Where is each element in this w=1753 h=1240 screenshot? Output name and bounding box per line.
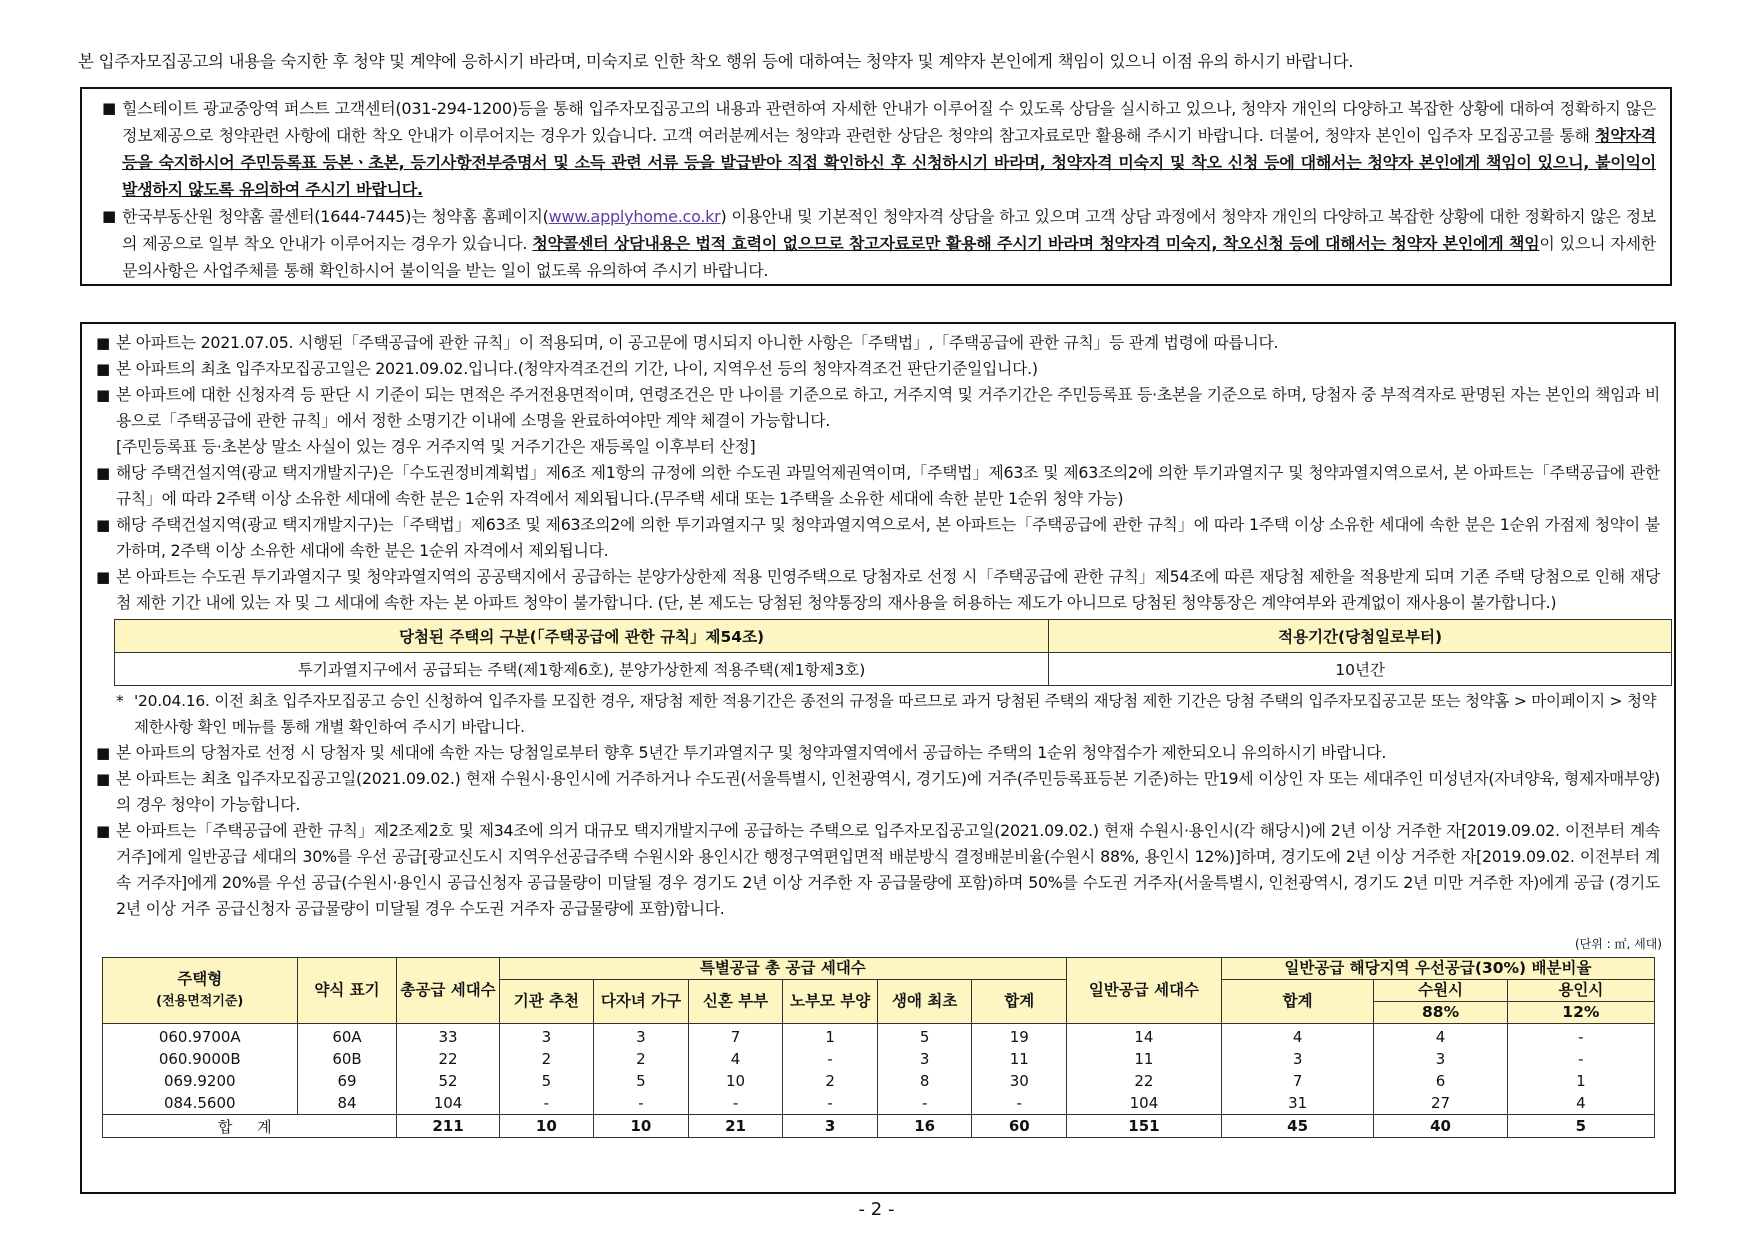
table-cell: 2 <box>783 1070 878 1092</box>
rule-text: 본 아파트의 최초 입주자모집공고일은 2021.09.02.입니다.(청약자격조건의 기간, 나이, 지역우선 등의 청약자격조건 판단기준일입니다.) <box>116 359 1038 378</box>
table-cell: 21 <box>688 1115 783 1138</box>
rule-text: 본 아파트는「주택공급에 관한 규칙」제2조제2호 및 제34조에 의거 대규모 택지개발지구에 공급하는 주택으로 입주자모집공고일(2021.09.02.) 현재 수원시·용인시(각 해당시)에 2년 이상 거주한 자[2019.09.02. 이전부터 계속 거주]에게 일반공급 세대의 30%를 우선 공급[광교신도시 지역우선공급주택 수원시와 용인시간 행정구역편입면적 배분방식 결정배분비율(수원시 88%, 용인시 12%)]하며, 경기도에 2년 이상 거주한 자[2019.09.02. 이전부터 계속 거주자]에게 20%를 우선 공급(수원시·용인시 공급신청자 공급물량이 미달될 경우 경기도 2년 이상 거주한 자 공급물량에 포함)하며 50%를 수도권 거주자(서울특별시, 인천광역시, 경기도 2년 미만 거주한 자)에게 공급 (경기도 2년 이상 거주 공급신청자 공급물량이 미달될 경우 수도권 거주자 공급물량에 포함)합니다. <box>116 821 1660 918</box>
restriction-cell-type: 투기과열지구에서 공급되는 주택(제1항제6호), 분양가상한제 적용주택(제1항제3호) <box>115 653 1049 686</box>
table-cell: 30 <box>972 1070 1067 1092</box>
table-cell: 8 <box>877 1070 972 1092</box>
applyhome-link[interactable]: www.applyhome.co.kr <box>548 207 721 226</box>
table-cell: 14 <box>1067 1024 1222 1049</box>
table-cell: 40 <box>1374 1115 1507 1138</box>
table-cell: 10 <box>499 1115 594 1138</box>
table-cell: 31 <box>1221 1092 1374 1115</box>
table-cell: 27 <box>1374 1092 1507 1115</box>
square-bullet-icon: ■ <box>96 822 110 840</box>
square-bullet-icon: ■ <box>102 207 116 225</box>
header-special-sum: 합계 <box>972 980 1067 1024</box>
table-cell: 7 <box>688 1024 783 1049</box>
notice-item-call-center <box>102 95 1656 203</box>
header-priority-sum: 합계 <box>1221 980 1374 1024</box>
table-cell: 11 <box>972 1048 1067 1070</box>
square-bullet-icon: ■ <box>102 99 116 117</box>
table-cell: 19 <box>972 1024 1067 1049</box>
asterisk-mark: * <box>116 692 124 710</box>
table-cell: - <box>783 1048 878 1070</box>
header-general-supply: 일반공급 세대수 <box>1067 958 1222 1024</box>
square-bullet-icon: ■ <box>96 568 110 586</box>
header-priority-ratio: 일반공급 해당지역 우선공급(30%) 배분비율 <box>1221 958 1654 980</box>
notice-item-applyhome <box>102 203 1656 284</box>
square-bullet-icon: ■ <box>96 770 110 788</box>
table-cell: 3 <box>1221 1048 1374 1070</box>
restriction-cell-period: 10년간 <box>1049 653 1672 686</box>
rule-item <box>96 382 1660 460</box>
rule-item <box>96 460 1660 512</box>
notice-box <box>80 87 1672 286</box>
rule-text: 본 아파트의 당첨자로 선정 시 당첨자 및 세대에 속한 자는 당첨일로부터 향후 5년간 투기과열지구 및 청약과열지역에서 공급하는 주택의 1순위 청약접수가 제한되오니 유의하시기 바랍니다. <box>116 743 1387 762</box>
table-row <box>103 1070 1655 1092</box>
table-cell: 22 <box>397 1048 499 1070</box>
header-sublabel: (전용면적기준) <box>156 994 244 1009</box>
table-cell: 16 <box>877 1115 972 1138</box>
header-first-life: 생애 최초 <box>877 980 972 1024</box>
header-total-supply: 총공급 세대수 <box>397 958 499 1024</box>
rule-text: 본 아파트는 최초 입주자모집공고일(2021.09.02.) 현재 수원시·용인시에 거주하거나 수도권(서울특별시, 인천광역시, 경기도)에 거주(주민등록표등본 기준)하는 만19세 이상인 자 또는 세대주인 미성년자(자녀양육, 형제자매부양)의 경우 청약이 가능합니다. <box>116 769 1660 814</box>
table-cell: 60A <box>297 1024 397 1049</box>
page-number: - 2 - <box>858 1199 895 1220</box>
restriction-header-type: 당첨된 주택의 구분(「주택공급에 관한 규칙」제54조) <box>115 620 1049 653</box>
table-cell: 3 <box>877 1048 972 1070</box>
square-bullet-icon: ■ <box>96 744 110 762</box>
table-cell: - <box>1507 1048 1654 1070</box>
rule-text: 해당 주택건설지역(광교 택지개발지구)는「주택법」제63조 및 제63조의2에 의한 투기과열지구 및 청약과열지역으로서, 본 아파트는「주택공급에 관한 규칙」에 따라 1주택 이상 소유한 세대에 속한 분은 1순위 가점제 청약이 불가하며, 2주택 이상 소유한 세대에 속한 분은 1순위 자격에서 제외됩니다. <box>116 515 1660 560</box>
table-cell: 7 <box>1221 1070 1374 1092</box>
table-cell: 3 <box>594 1024 689 1049</box>
header-elderly: 노부모 부양 <box>783 980 878 1024</box>
table-cell: - <box>783 1092 878 1115</box>
restriction-table <box>114 619 1672 686</box>
table-row <box>103 1048 1655 1070</box>
table-cell: 3 <box>499 1024 594 1049</box>
table-cell: - <box>1507 1024 1654 1049</box>
table-cell: 4 <box>1507 1092 1654 1115</box>
table-total-row <box>103 1115 1655 1138</box>
table-cell: 60 <box>972 1115 1067 1138</box>
table-cell: 5 <box>877 1024 972 1049</box>
notice-text: ) 이용안내 및 기본적인 청약자격 상담을 하고 있으며 고객 상담 과정에서 청약자 개인의 다양하고 복잡한 상황에 대한 정확하지 않은 정보의 제공으로 일부 착오 안내가 이루어지는 경우가 있습니다. <box>122 207 1656 253</box>
total-label: 합 계 <box>103 1115 397 1138</box>
supply-table-body <box>103 1024 1655 1138</box>
header-unit-type <box>103 958 298 1024</box>
table-cell: - <box>688 1092 783 1115</box>
table-cell: 10 <box>688 1070 783 1092</box>
table-cell: 10 <box>594 1115 689 1138</box>
table-cell: - <box>499 1092 594 1115</box>
header-special-supply: 특별공급 총 공급 세대수 <box>499 958 1066 980</box>
table-cell: 69 <box>297 1070 397 1092</box>
restriction-header-period: 적용기간(당첨일로부터) <box>1049 620 1672 653</box>
table-cell: 5 <box>499 1070 594 1092</box>
header-institution: 기관 추천 <box>499 980 594 1024</box>
table-cell: - <box>877 1092 972 1115</box>
table-cell: 104 <box>1067 1092 1222 1115</box>
unit-note: (단위 : ㎡, 세대) <box>1574 937 1662 951</box>
table-cell: 6 <box>1374 1070 1507 1092</box>
square-bullet-icon: ■ <box>96 334 110 352</box>
table-cell: 5 <box>1507 1115 1654 1138</box>
rule-text: 본 아파트는 2021.07.05. 시행된「주택공급에 관한 규칙」이 적용되며, 이 공고문에 명시되지 아니한 사항은「주택법」,「주택공급에 관한 규칙」등 관계 법령에 따릅니다. <box>116 333 1279 352</box>
table-cell: 104 <box>397 1092 499 1115</box>
table-cell: 5 <box>594 1070 689 1092</box>
rule-text: 본 아파트는 수도권 투기과열지구 및 청약과열지역의 공공택지에서 공급하는 분양가상한제 적용 민영주택으로 당첨자로 선정 시「주택공급에 관한 규칙」제54조에 따른 재당첨 제한을 적용받게 되며 기존 주택 당첨으로 인해 재당첨 제한 기간 내에 있는 자 및 그 세대에 속한 자는 본 아파트 청약이 불가합니다. (단, 본 제도는 당첨된 청약통장의 재사용을 허용하는 제도가 아니므로 당첨된 청약통장은 계약여부와 관계없이 재사용이 불가합니다.) <box>116 567 1660 612</box>
table-cell: 060.9000B <box>103 1048 298 1070</box>
notice-emphasis: 청약콜센터 상담내용은 법적 효력이 없으므로 참고자료로만 활용해 주시기 바라며 청약자격 미숙지, 착오신청 등에 대해서는 청약자 본인에게 책임 <box>532 234 1540 253</box>
square-bullet-icon: ■ <box>96 464 110 482</box>
table-cell: 84 <box>297 1092 397 1115</box>
table-cell: - <box>972 1092 1067 1115</box>
square-bullet-icon: ■ <box>96 516 110 534</box>
notice-text: 한국부동산원 청약홈 콜센터(1644-7445)는 청약홈 홈페이지( <box>122 207 549 226</box>
rule-text: 본 아파트에 대한 신청자격 등 판단 시 기준이 되는 면적은 주거전용면적이며, 연령조건은 만 나이를 기준으로 하고, 거주지역 및 거주기간은 주민등록표 등·초본을 기준으로 하며, 당첨자 중 부적격자로 판명된 자는 본인의 책임과 비용으로「주택공급에 관한 규칙」에서 정한 소명기간 이내에 소명을 완료하여야만 계약 체결이 가능합니다. <box>116 385 1660 430</box>
header-newlywed: 신혼 부부 <box>688 980 783 1024</box>
table-cell: 1 <box>1507 1070 1654 1092</box>
rule-item <box>96 356 1660 382</box>
table-cell: 22 <box>1067 1070 1222 1092</box>
rule-item <box>96 564 1660 616</box>
header-yongin: 용인시 <box>1507 980 1654 1002</box>
rule-item <box>96 330 1660 356</box>
note-text: '20.04.16. 이전 최초 입주자모집공고 승인 신청하여 입주자를 모집한 경우, 재당첨 제한 적용기간은 종전의 규정을 따르므로 과거 당첨된 주택의 재당첨 제한 기간은 당첨 주택의 입주자모집공고문 또는 청약홈 > 마이페이지 > 청약제한사항 확인 메뉴를 통해 개별 확인하여 주시기 바랍니다. <box>134 692 1657 736</box>
table-cell: 60B <box>297 1048 397 1070</box>
notice-text: 힐스테이트 광교중앙역 퍼스트 고객센터(031-294-1200)등을 통해 입주자모집공고의 내용과 관련하여 자세한 안내가 이루어질 수 있도록 상담을 실시하고 있으나, 청약자 개인의 다양하고 복잡한 상황에 대하여 정확하지 않은 정보제공으로 청약관련 사항에 대한 착오 안내가 이루어지는 경우가 있습니다. 고객 여러분께서는 청약과 관련한 상담은 청약의 참고자료로만 활용해 주시기 바랍니다. 더불어, 청약자 본인이 입주자 모집공고를 통해 <box>122 99 1656 145</box>
rule-item <box>96 766 1660 818</box>
square-bullet-icon: ■ <box>96 360 110 378</box>
table-cell: 33 <box>397 1024 499 1049</box>
table-cell: 11 <box>1067 1048 1222 1070</box>
notice-text: 이 있으니 자세한 문의사항은 사업주체를 통해 확인하시어 불이익을 받는 일이 없도록 유의하여 주시기 바랍니다. <box>122 234 1656 280</box>
intro-text: 본 입주자모집공고의 내용을 숙지한 후 청약 및 계약에 응하시기 바라며, 미숙지로 인한 착오 행위 등에 대하여는 청약자 및 계약자 본인에게 책임이 있으니 이점 유의 하시기 바랍니다. <box>78 52 1354 71</box>
rule-subtext: [주민등록표 등·초본상 말소 사실이 있는 경우 거주지역 및 거주기간은 재등록일 이후부터 산정] <box>116 437 756 456</box>
table-cell: 4 <box>1374 1024 1507 1049</box>
table-cell: 211 <box>397 1115 499 1138</box>
table-cell: 069.9200 <box>103 1070 298 1092</box>
supply-table <box>102 957 1655 1138</box>
table-cell: 060.9700A <box>103 1024 298 1049</box>
table-cell: 1 <box>783 1024 878 1049</box>
header-suwon: 수원시 <box>1374 980 1507 1002</box>
header-abbr: 약식 표기 <box>297 958 397 1024</box>
table-cell: 3 <box>783 1115 878 1138</box>
table-cell: - <box>594 1092 689 1115</box>
table-cell: 2 <box>499 1048 594 1070</box>
table-cell: 45 <box>1221 1115 1374 1138</box>
header-yongin-pct: 12% <box>1507 1002 1654 1024</box>
table-cell: 2 <box>594 1048 689 1070</box>
table-cell: 151 <box>1067 1115 1222 1138</box>
rule-item <box>96 512 1660 564</box>
restriction-note <box>96 688 1660 740</box>
rules-box <box>80 322 1676 1194</box>
header-suwon-pct: 88% <box>1374 1002 1507 1024</box>
rule-text: 해당 주택건설지역(광교 택지개발지구)은「수도권정비계획법」제6조 제1항의 규정에 의한 수도권 과밀억제권역이며,「주택법」제63조 및 제63조의2에 의한 투기과열지구 및 청약과열지역으로서, 본 아파트는「주택공급에 관한 규칙」에 따라 2주택 이상 소유한 세대에 속한 분은 1순위 자격에서 제외됩니다.(무주택 세대 또는 1주택을 소유한 세대에 속한 분만 1순위 청약 가능) <box>116 463 1660 508</box>
header-multi-child: 다자녀 가구 <box>594 980 689 1024</box>
table-cell: 52 <box>397 1070 499 1092</box>
table-row <box>103 1092 1655 1115</box>
table-cell: 4 <box>1221 1024 1374 1049</box>
rule-item <box>96 740 1660 766</box>
rule-item <box>96 818 1660 922</box>
notice-emphasis: 청약자격 등을 숙지하시어 주민등록표 등본ㆍ초본, 등기사항전부증명서 및 소득 관련 서류 등을 발급받아 직접 확인하신 후 신청하시기 바라며, 청약자격 미숙지 및 착오 신청 등에 대해서는 청약자 본인에게 책임이 있으니, 불이익이 발생하지 않도록 유의하여 주시기 바랍니다. <box>122 126 1656 199</box>
header-label: 주택형 <box>177 970 223 988</box>
table-cell: 084.5600 <box>103 1092 298 1115</box>
square-bullet-icon: ■ <box>96 386 110 404</box>
table-row <box>103 1024 1655 1049</box>
table-cell: 3 <box>1374 1048 1507 1070</box>
table-cell: 4 <box>688 1048 783 1070</box>
